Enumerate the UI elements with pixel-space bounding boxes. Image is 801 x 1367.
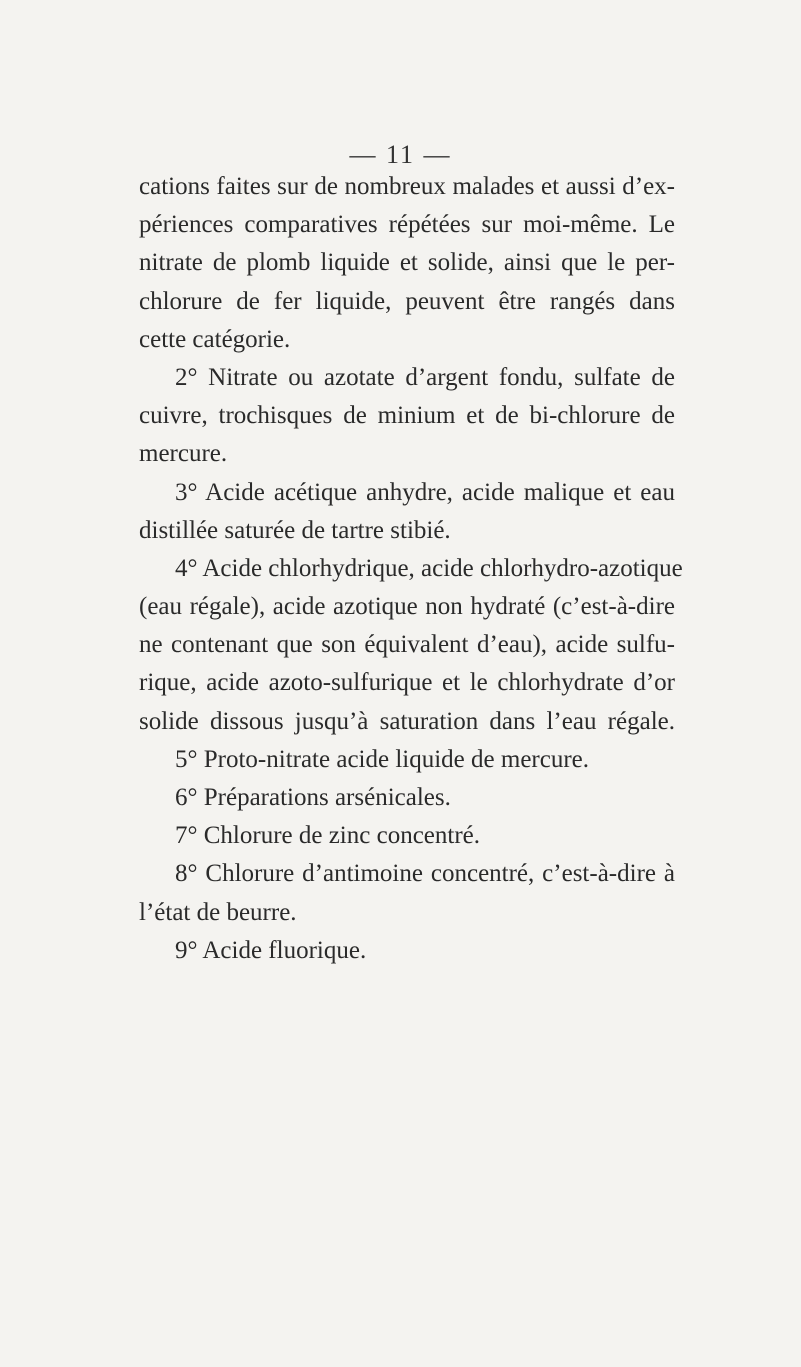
list-item-2: 2° Nitrate ou azotate d’argent fondu, sulfate de — [175, 363, 675, 391]
text-line: périences comparatives répétées sur moi-même. Le — [139, 211, 675, 239]
text-line: solide dissous jusqu’à saturation dans l’eau régale. — [139, 707, 675, 735]
text-line: ne contenant que son équivalent d’eau), acide sulfu- — [139, 631, 675, 659]
text-line: chlorure de fer liquide, peuvent être rangés dans — [139, 287, 675, 315]
text-line: distillée saturée de tartre stibié. — [139, 516, 451, 544]
list-item-7: 7° Chlorure de zinc concentré. — [175, 822, 481, 850]
page-number: — 11 — — [349, 140, 452, 169]
list-item-8: 8° Chlorure d’antimoine concentré, c’est-à-dire à — [175, 860, 675, 888]
list-item-9: 9° Acide fluorique. — [175, 936, 367, 964]
list-item-5: 5° Proto-nitrate acide liquide de mercure. — [175, 745, 590, 773]
text-line: cations faites sur de nombreux malades et aussi d’ex- — [139, 173, 675, 200]
text-line: mercure. — [139, 440, 228, 468]
text-line: cette catégorie. — [139, 325, 291, 353]
body-text — [139, 168, 683, 970]
list-item-3: 3° Acide acétique anhydre, acide malique et eau — [175, 478, 675, 506]
text-line: (eau régale), acide azotique non hydraté (c’est-à-dire — [139, 593, 675, 621]
list-item-6: 6° Préparations arsénicales. — [175, 784, 451, 811]
text-line: rique, acide azoto-sulfurique et le chlorhydrate d’or — [139, 669, 675, 697]
text-line: cuivre, trochisques de minium et de bi-chlorure de — [139, 402, 675, 430]
text-line: nitrate de plomb liquide et solide, ainsi que le per- — [139, 249, 675, 277]
text-line: l’état de beurre. — [139, 898, 297, 926]
list-item-4: 4° Acide chlorhydrique, acide chlorhydro-azotique — [175, 554, 683, 582]
